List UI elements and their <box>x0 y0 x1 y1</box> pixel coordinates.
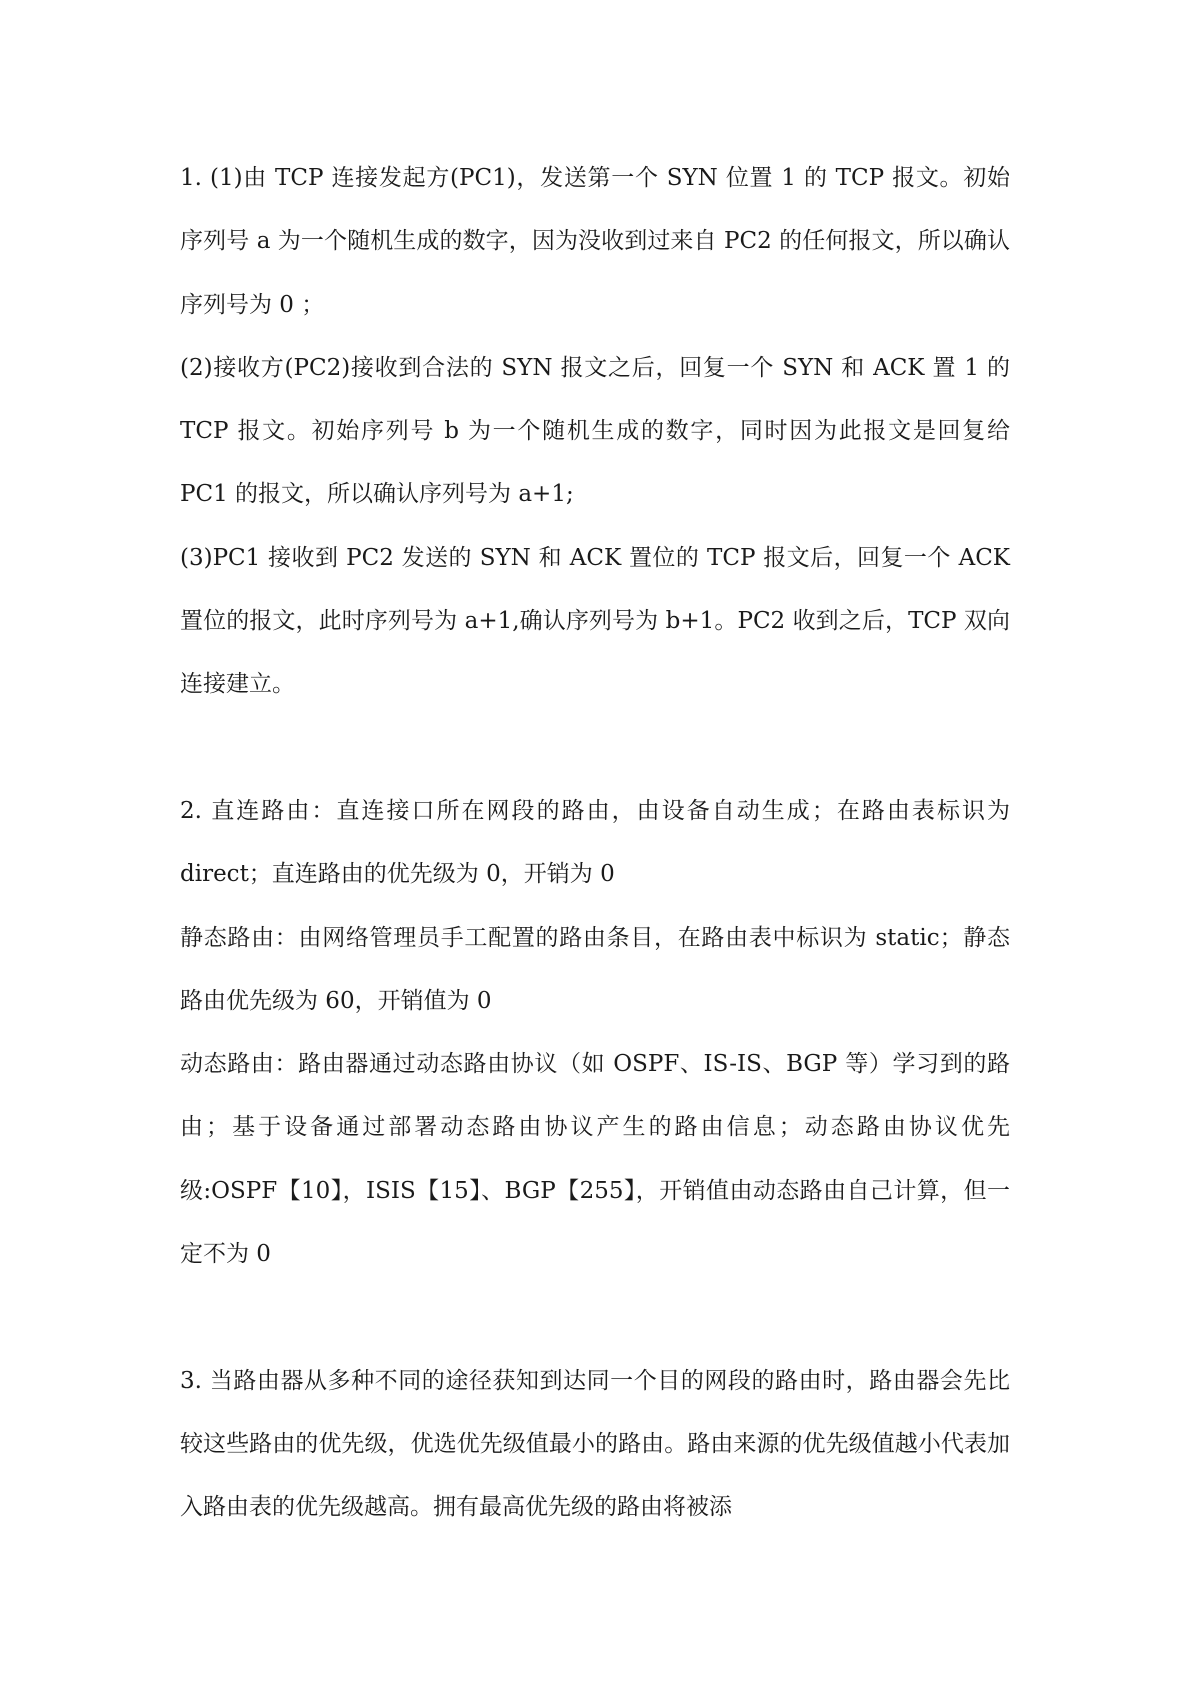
paragraph-1-tcp-step-2: (2)接收方(PC2)接收到合法的 SYN 报文之后，回复一个 SYN 和 ACK 置 1 的 TCP 报文。初始序列号 b 为一个随机生成的数字，同时因为此报文是回复给 PC1 的报文，所以确认序列号为 a+1; <box>180 354 1010 508</box>
paragraph-1-tcp-step-3: (3)PC1 接收到 PC2 发送的 SYN 和 ACK 置位的 TCP 报文后，回复一个 ACK 置位的报文，此时序列号为 a+1,确认序列号为 b+1。PC2 收到之后，TCP 双向连接建立。 <box>180 544 1011 698</box>
section-spacer <box>180 1286 1010 1349</box>
paragraph-2-direct-route: 2. 直连路由：直连接口所在网段的路由，由设备自动生成；在路由表标识为 direct；直连路由的优先级为 0，开销为 0 <box>180 797 1010 888</box>
paragraph-2-static-route: 静态路由：由网络管理员手工配置的路由条目，在路由表中标识为 static；静态路由优先级为 60，开销值为 0 <box>180 924 1010 1014</box>
paragraph-3-route-preference: 3. 当路由器从多种不同的途径获知到达同一个目的网段的路由时，路由器会先比较这些路由的优先级，优选优先级值最小的路由。路由来源的优先级值越小代表加入路由表的优先级越高。拥有最高优先级的路由将被添 <box>180 1367 1010 1521</box>
section-spacer <box>180 717 1010 780</box>
document-body <box>180 147 1010 1540</box>
paragraph-2-dynamic-route: 动态路由：路由器通过动态路由协议（如 OSPF、IS-IS、BGP 等）学习到的路由；基于设备通过部署动态路由协议产生的路由信息；动态路由协议优先级:OSPF【10】，ISIS【15】、BGP【255】，开销值由动态路由自己计算，但一定不为 0 <box>180 1051 1010 1268</box>
paragraph-1-tcp-step-1: 1. (1)由 TCP 连接发起方(PC1)，发送第一个 SYN 位置 1 的 TCP 报文。初始序列号 a 为一个随机生成的数字，因为没收到过来自 PC2 的任何报文，所以确认序列号为 0 ； <box>180 165 1010 318</box>
